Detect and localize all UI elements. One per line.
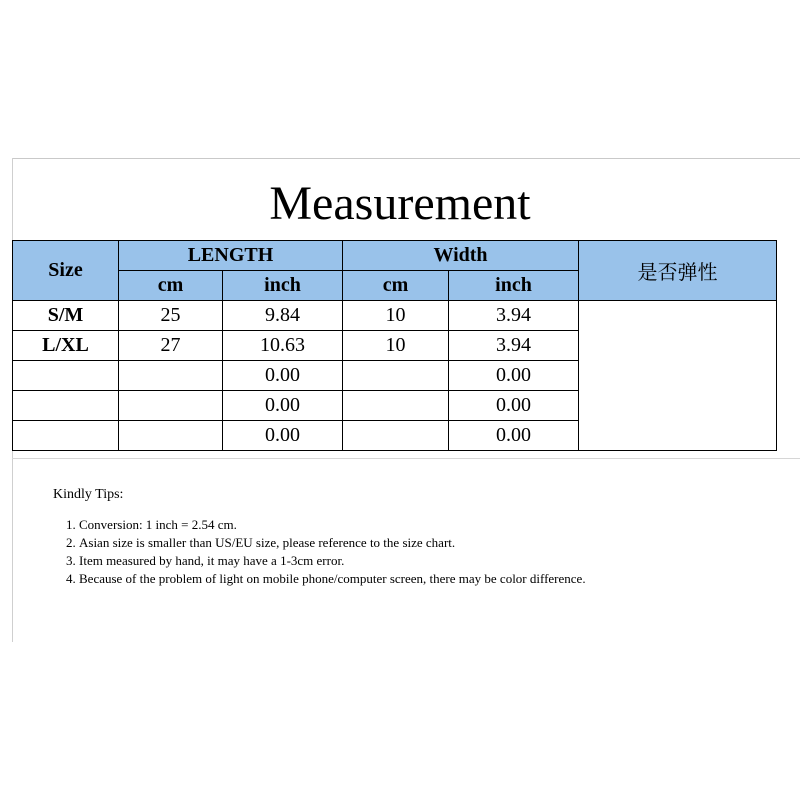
length-cm-cell xyxy=(119,361,223,391)
width-column-header: Width xyxy=(343,241,579,271)
unit-header: inch xyxy=(223,271,343,301)
size-cell xyxy=(13,391,119,421)
elasticity-column-header: 是否弹性 xyxy=(579,241,777,301)
size-cell: L/XL xyxy=(13,331,119,361)
width-inch-cell: 0.00 xyxy=(449,361,579,391)
tip-item: 2. Asian size is smaller than US/EU size, please reference to the size chart. xyxy=(79,534,693,552)
width-inch-cell: 3.94 xyxy=(449,331,579,361)
size-column-header: Size xyxy=(13,241,119,301)
table-header-row xyxy=(13,241,777,271)
table-row xyxy=(13,301,777,331)
kindly-tips xyxy=(53,486,693,588)
unit-header: cm xyxy=(343,271,449,301)
length-cm-cell xyxy=(119,421,223,451)
length-cm-cell: 25 xyxy=(119,301,223,331)
page-title: Measurement xyxy=(269,177,531,230)
length-cm-cell: 27 xyxy=(119,331,223,361)
width-inch-cell: 0.00 xyxy=(449,421,579,451)
tip-item: 4. Because of the problem of light on mobile phone/computer screen, there may be color difference. xyxy=(79,570,693,588)
size-cell xyxy=(13,361,119,391)
length-column-header: LENGTH xyxy=(119,241,343,271)
width-cm-cell xyxy=(343,391,449,421)
unit-header: inch xyxy=(449,271,579,301)
width-cm-cell: 10 xyxy=(343,301,449,331)
length-inch-cell: 9.84 xyxy=(223,301,343,331)
width-inch-cell: 0.00 xyxy=(449,391,579,421)
length-inch-cell: 0.00 xyxy=(223,421,343,451)
tips-title: Kindly Tips: xyxy=(53,487,124,502)
size-table xyxy=(12,240,777,451)
tip-item: 3. Item measured by hand, it may have a 1-3cm error. xyxy=(79,552,693,570)
size-cell: S/M xyxy=(13,301,119,331)
elasticity-cell xyxy=(579,301,777,451)
width-inch-cell: 3.94 xyxy=(449,301,579,331)
tip-item: 1. Conversion: 1 inch = 2.54 cm. xyxy=(79,516,693,534)
width-cm-cell xyxy=(343,361,449,391)
unit-header: cm xyxy=(119,271,223,301)
tips-list xyxy=(53,516,693,588)
length-cm-cell xyxy=(119,391,223,421)
frame-bottom-border xyxy=(12,458,800,459)
length-inch-cell: 0.00 xyxy=(223,361,343,391)
length-inch-cell: 0.00 xyxy=(223,391,343,421)
width-cm-cell: 10 xyxy=(343,331,449,361)
length-inch-cell: 10.63 xyxy=(223,331,343,361)
width-cm-cell xyxy=(343,421,449,451)
size-cell xyxy=(13,421,119,451)
